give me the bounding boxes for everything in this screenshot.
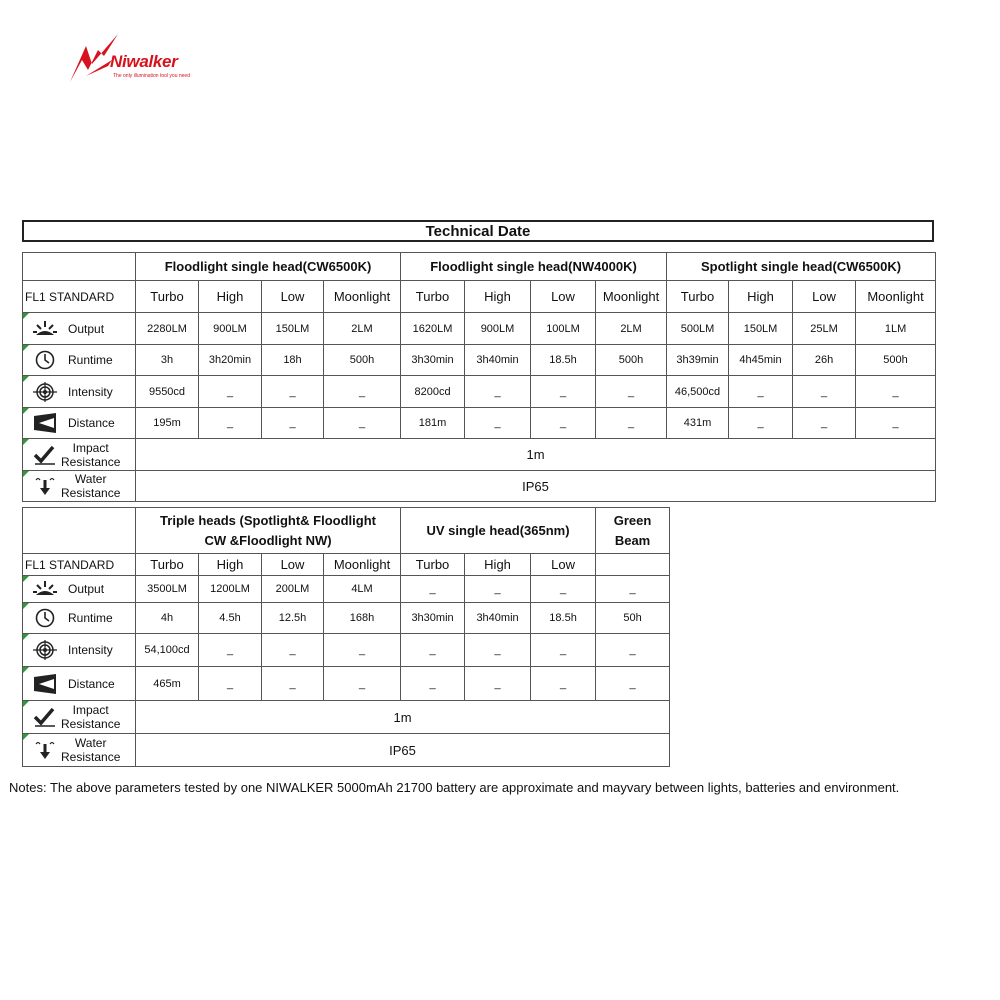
- value-cell: 168h: [324, 603, 401, 634]
- mode-cell: Low: [531, 554, 596, 576]
- value-cell: 4.5h: [199, 603, 262, 634]
- impact-row: [23, 701, 670, 734]
- corner-mark: [23, 471, 29, 477]
- value-cell: _: [531, 576, 596, 603]
- water-row: [23, 471, 936, 502]
- value-cell: 150LM: [729, 313, 793, 345]
- value-cell: 100LM: [531, 313, 596, 345]
- value-cell: _: [531, 408, 596, 439]
- value-cell: 500h: [596, 345, 667, 376]
- beam-distance-icon: [33, 413, 57, 433]
- corner-mark: [23, 667, 29, 673]
- row-label-text: Impact Resistance: [61, 703, 121, 731]
- blank-cell: [23, 508, 136, 554]
- value-cell: 50h: [596, 603, 670, 634]
- target-icon: [33, 382, 57, 402]
- value-cell: _: [262, 667, 324, 701]
- value-cell: 900LM: [465, 313, 531, 345]
- corner-mark: [23, 376, 29, 382]
- value-cell: 8200cd: [401, 376, 465, 408]
- corner-mark: [23, 603, 29, 609]
- impact-icon: [33, 445, 57, 465]
- mode-cell: Moonlight: [324, 281, 401, 313]
- value-cell: 54,100cd: [136, 634, 199, 667]
- value-cell: _: [465, 576, 531, 603]
- row-label: [23, 701, 136, 734]
- corner-mark: [23, 345, 29, 351]
- value-cell: _: [324, 408, 401, 439]
- intensity-row: [23, 376, 936, 408]
- value-cell: _: [465, 408, 531, 439]
- mode-cell: High: [199, 281, 262, 313]
- corner-mark: [23, 408, 29, 414]
- light-output-icon: [33, 579, 57, 599]
- value-cell: _: [465, 634, 531, 667]
- value-cell: 3h40min: [465, 345, 531, 376]
- value-cell: _: [465, 667, 531, 701]
- value-cell: 500h: [324, 345, 401, 376]
- value-cell: _: [596, 408, 667, 439]
- value-cell: _: [531, 667, 596, 701]
- value-cell: 431m: [667, 408, 729, 439]
- value-cell: 4h: [136, 603, 199, 634]
- value-cell: _: [262, 376, 324, 408]
- group-header-row: [23, 508, 670, 554]
- value-cell: 26h: [793, 345, 856, 376]
- row-label: [23, 667, 136, 701]
- brand-name: Niwalker: [110, 52, 178, 71]
- value-cell: 200LM: [262, 576, 324, 603]
- row-label-text: Runtime: [68, 611, 113, 625]
- mode-cell: Low: [531, 281, 596, 313]
- group-header: UV single head(365nm): [401, 508, 596, 554]
- value-cell: 2LM: [324, 313, 401, 345]
- row-label-text: Runtime: [68, 353, 113, 367]
- value-cell: 1620LM: [401, 313, 465, 345]
- spec-table-2: [22, 507, 670, 767]
- value-cell: 3h20min: [199, 345, 262, 376]
- corner-mark: [23, 701, 29, 707]
- value-cell: _: [729, 408, 793, 439]
- row-label-text: Water Resistance: [61, 472, 121, 500]
- mode-cell: High: [199, 554, 262, 576]
- row-label-text: Impact Resistance: [61, 440, 121, 469]
- value-cell: 18.5h: [531, 603, 596, 634]
- value-cell: _: [531, 376, 596, 408]
- value-cell: 465m: [136, 667, 199, 701]
- row-label: [23, 603, 136, 634]
- value-cell: _: [596, 576, 670, 603]
- value-cell: _: [793, 408, 856, 439]
- distance-row: [23, 408, 936, 439]
- value-cell: _: [324, 667, 401, 701]
- row-label-text: Intensity: [68, 384, 113, 399]
- water-row: [23, 734, 670, 767]
- water-value: IP65: [136, 734, 670, 767]
- value-cell: _: [793, 376, 856, 408]
- row-label-text: Distance: [68, 416, 115, 430]
- value-cell: _: [401, 634, 465, 667]
- output-row: [23, 313, 936, 345]
- clock-icon: [33, 350, 57, 370]
- group-header: Triple heads (Spotlight& Floodlight CW &Floodlight NW): [136, 508, 401, 554]
- mode-cell: Low: [262, 554, 324, 576]
- impact-icon: [33, 707, 57, 727]
- value-cell: _: [596, 376, 667, 408]
- standard-label: FL1 STANDARD: [23, 281, 136, 313]
- beam-distance-icon: [33, 674, 57, 694]
- row-label: [23, 634, 136, 667]
- value-cell: 46,500cd: [667, 376, 729, 408]
- row-label: [23, 345, 136, 376]
- group-header: Spotlight single head(CW6500K): [667, 253, 936, 281]
- group-header: Floodlight single head(CW6500K): [136, 253, 401, 281]
- mode-cell: [596, 554, 670, 576]
- mode-cell: Moonlight: [596, 281, 667, 313]
- value-cell: 3h39min: [667, 345, 729, 376]
- row-label: [23, 471, 136, 502]
- group-header-row: [23, 253, 936, 281]
- distance-row: [23, 667, 670, 701]
- value-cell: _: [729, 376, 793, 408]
- value-cell: _: [262, 634, 324, 667]
- row-label: [23, 376, 136, 408]
- row-label: [23, 439, 136, 471]
- value-cell: _: [324, 634, 401, 667]
- value-cell: _: [596, 667, 670, 701]
- value-cell: 500LM: [667, 313, 729, 345]
- value-cell: 4h45min: [729, 345, 793, 376]
- group-header: Green Beam: [596, 508, 670, 554]
- value-cell: _: [199, 667, 262, 701]
- mode-cell: Turbo: [136, 554, 199, 576]
- row-label: [23, 313, 136, 345]
- intensity-row: [23, 634, 670, 667]
- value-cell: _: [199, 408, 262, 439]
- runtime-row: [23, 345, 936, 376]
- notes-text: Notes: The above parameters tested by one NIWALKER 5000mAh 21700 battery are approximate and mayvary between lights, batteries and environment.: [9, 780, 900, 795]
- water-drop-icon: [33, 476, 57, 496]
- value-cell: _: [199, 634, 262, 667]
- row-label-text: Distance: [68, 676, 115, 691]
- group-header: Floodlight single head(NW4000K): [401, 253, 667, 281]
- value-cell: _: [856, 408, 936, 439]
- value-cell: 500h: [856, 345, 936, 376]
- runtime-row: [23, 603, 670, 634]
- mode-cell: Turbo: [136, 281, 199, 313]
- value-cell: 3h: [136, 345, 199, 376]
- value-cell: _: [324, 376, 401, 408]
- value-cell: 3h30min: [401, 603, 465, 634]
- row-label: [23, 734, 136, 767]
- value-cell: _: [856, 376, 936, 408]
- value-cell: 12.5h: [262, 603, 324, 634]
- standard-label: FL1 STANDARD: [23, 554, 136, 576]
- mode-cell: Low: [262, 281, 324, 313]
- target-icon: [33, 640, 57, 660]
- mode-cell: High: [465, 281, 531, 313]
- value-cell: _: [596, 634, 670, 667]
- value-cell: 18.5h: [531, 345, 596, 376]
- row-label-text: Output: [68, 321, 105, 336]
- value-cell: _: [401, 667, 465, 701]
- spec-table-1: [22, 252, 936, 502]
- row-label-text: Water Resistance: [61, 736, 121, 764]
- value-cell: 900LM: [199, 313, 262, 345]
- mode-row: [23, 554, 670, 576]
- mode-cell: Turbo: [667, 281, 729, 313]
- value-cell: 3500LM: [136, 576, 199, 603]
- blank-cell: [23, 253, 136, 281]
- mode-cell: Moonlight: [856, 281, 936, 313]
- corner-mark: [23, 734, 29, 740]
- corner-mark: [23, 439, 29, 445]
- value-cell: 25LM: [793, 313, 856, 345]
- mode-cell: Low: [793, 281, 856, 313]
- corner-mark: [23, 634, 29, 640]
- value-cell: 2LM: [596, 313, 667, 345]
- value-cell: 3h30min: [401, 345, 465, 376]
- water-drop-icon: [33, 740, 57, 760]
- row-label-text: Output: [68, 582, 105, 596]
- page-title: Technical Date: [22, 220, 934, 242]
- mode-cell: Turbo: [401, 281, 465, 313]
- corner-mark: [23, 576, 29, 582]
- value-cell: 1LM: [856, 313, 936, 345]
- brand-tagline: The only illumination tool you need: [113, 73, 190, 79]
- value-cell: 3h40min: [465, 603, 531, 634]
- value-cell: 9550cd: [136, 376, 199, 408]
- value-cell: 195m: [136, 408, 199, 439]
- mode-cell: Moonlight: [324, 554, 401, 576]
- mode-cell: Turbo: [401, 554, 465, 576]
- value-cell: 4LM: [324, 576, 401, 603]
- value-cell: 2280LM: [136, 313, 199, 345]
- mode-row: [23, 281, 936, 313]
- value-cell: 150LM: [262, 313, 324, 345]
- value-cell: _: [262, 408, 324, 439]
- value-cell: 181m: [401, 408, 465, 439]
- impact-value: 1m: [136, 701, 670, 734]
- water-value: IP65: [136, 471, 936, 502]
- value-cell: 1200LM: [199, 576, 262, 603]
- impact-row: [23, 439, 936, 471]
- value-cell: _: [199, 376, 262, 408]
- corner-mark: [23, 313, 29, 319]
- mode-cell: High: [465, 554, 531, 576]
- clock-icon: [33, 608, 57, 628]
- light-output-icon: [33, 319, 57, 339]
- row-label-text: Intensity: [68, 643, 113, 657]
- row-label: [23, 576, 136, 603]
- impact-value: 1m: [136, 439, 936, 471]
- row-label: [23, 408, 136, 439]
- value-cell: 18h: [262, 345, 324, 376]
- value-cell: _: [531, 634, 596, 667]
- output-row: [23, 576, 670, 603]
- value-cell: _: [401, 576, 465, 603]
- value-cell: _: [465, 376, 531, 408]
- mode-cell: High: [729, 281, 793, 313]
